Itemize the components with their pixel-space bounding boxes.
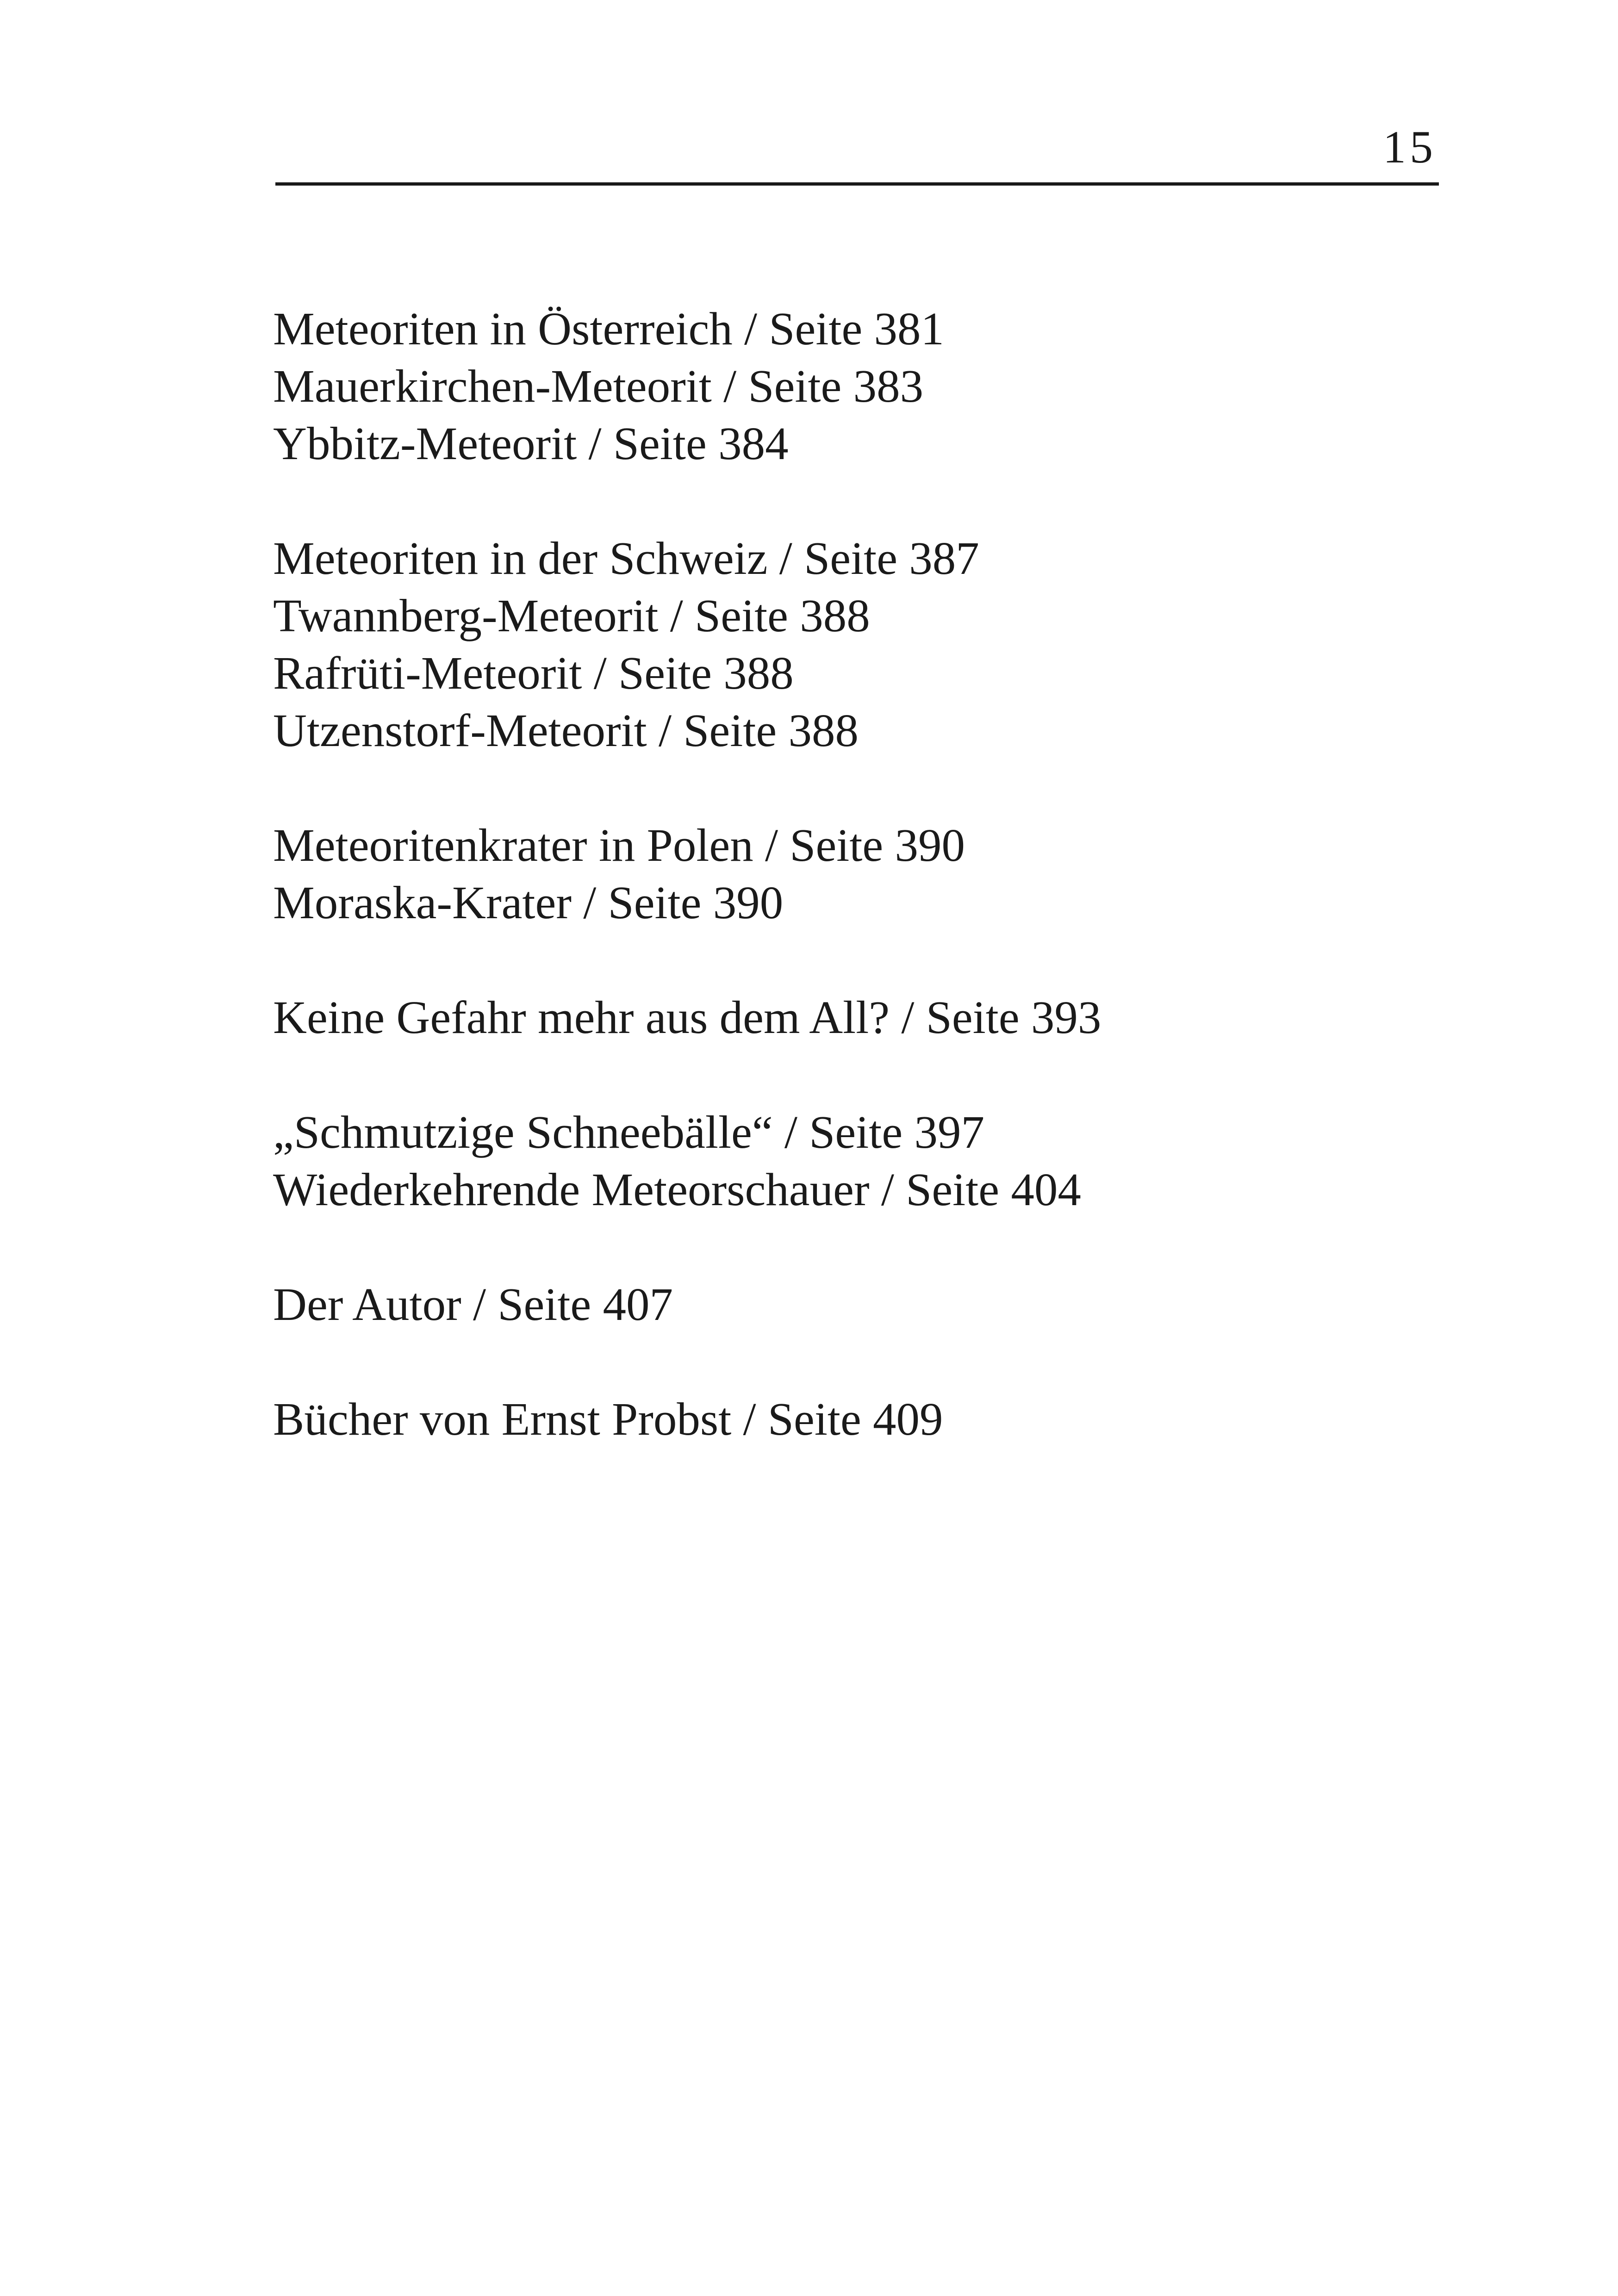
toc-entry: Ybbitz-Meteorit / Seite 384	[273, 417, 789, 469]
page-number: 15	[1383, 121, 1437, 173]
toc-group-danger	[273, 989, 1439, 1046]
toc-entry: „Schmutzige Schneebälle“ / Seite 397	[273, 1106, 984, 1158]
toc-entry: Utzenstorf-Meteorit / Seite 388	[273, 704, 859, 756]
toc-entry: Bücher von Ernst Probst / Seite 409	[273, 1393, 943, 1445]
toc-group-books	[273, 1390, 1439, 1448]
toc-group-comets	[273, 1103, 1439, 1218]
toc-entry: Mauerkirchen-Meteorit / Seite 383	[273, 360, 924, 412]
toc-entry: Der Autor / Seite 407	[273, 1278, 673, 1330]
toc-group-austria	[273, 300, 1439, 472]
toc-entry: Meteoritenkrater in Polen / Seite 390	[273, 819, 965, 871]
toc-group-author	[273, 1276, 1439, 1333]
toc-entry: Wiederkehrende Meteorschauer / Seite 404	[273, 1164, 1081, 1215]
toc-entry: Meteoriten in Österreich / Seite 381	[273, 303, 945, 355]
toc-entry: Keine Gefahr mehr aus dem All? / Seite 393	[273, 991, 1101, 1043]
toc-group-poland	[273, 816, 1439, 931]
table-of-contents	[273, 300, 1439, 1505]
toc-entry: Meteoriten in der Schweiz / Seite 387	[273, 532, 979, 584]
toc-group-switzerland	[273, 529, 1439, 759]
toc-entry: Rafrüti-Meteorit / Seite 388	[273, 647, 794, 699]
header-rule	[275, 182, 1439, 186]
toc-entry: Moraska-Krater / Seite 390	[273, 877, 784, 928]
toc-entry: Twannberg-Meteorit / Seite 388	[273, 590, 870, 641]
